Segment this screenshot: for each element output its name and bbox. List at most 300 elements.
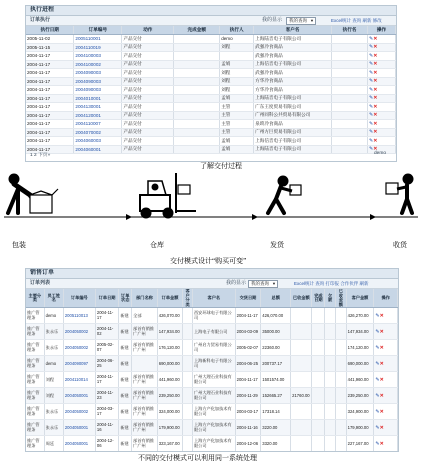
edit-icon[interactable]: ✎ [375,328,380,335]
filter-select-value: 我的查询 [289,18,307,23]
table-row[interactable] [26,60,396,69]
table-cell: 179,900.00 [157,420,183,436]
table-cell [183,340,193,356]
edit-icon[interactable]: ✎ [369,146,374,153]
delete-icon[interactable]: ✕ [379,328,384,335]
table-cell: 2004-11-17 [26,60,74,69]
sales-order-table [26,289,398,452]
delete-icon[interactable]: ✕ [373,129,378,136]
table-cell: 2005-11-15 [26,43,74,52]
table-cell [335,436,346,452]
table-row[interactable] [26,356,398,372]
filter-label: 我的显示 [262,17,283,23]
table-row[interactable] [26,69,396,78]
table-cell[interactable]: 2004060001 [74,145,122,154]
table-cell: 刘程 [220,77,254,86]
table-cell: 1501574.00 [261,372,291,388]
table-cell: 部首有销推广广州 [132,404,158,420]
table-cell: 全部 [132,308,158,324]
table-cell: 441,960.00 [346,372,374,388]
table-cell: 2004-11-02 [95,324,118,340]
table-cell [174,128,220,137]
table-cell: 新建 [119,436,132,452]
table-cell [174,145,220,154]
table-cell: demo [44,356,63,372]
table-cell: 上海新科电子有限公司 [192,356,235,372]
table-cell [132,356,158,372]
table-cell[interactable] [368,137,396,146]
table-cell [312,404,325,420]
table-cell[interactable]: 2004050001 [63,388,95,404]
table-cell[interactable]: 2004120001 [74,111,122,120]
table-cell: 推广管理条 [26,420,44,436]
column-header[interactable]: 总额 [261,289,291,308]
table-row[interactable] [26,324,398,340]
table-cell: 2004-11-17 [26,52,74,61]
table-row[interactable] [26,436,398,452]
table-row[interactable] [26,340,398,356]
stage-label-warehouse: 仓库 [150,241,164,249]
table-cell[interactable] [368,86,396,95]
column-header[interactable]: 订单状态 [119,289,132,308]
delete-icon[interactable]: ✕ [379,440,384,447]
column-header[interactable]: 部门名称 [132,289,158,308]
table-cell[interactable] [374,436,398,452]
sales-order-panel-title: 销售订单 [26,269,398,279]
table-row[interactable] [26,52,396,61]
table-cell: 新建 [119,340,132,356]
table-cell[interactable] [374,388,398,404]
table-cell [325,356,336,372]
table-cell[interactable] [368,111,396,120]
table-cell[interactable] [374,308,398,324]
column-header[interactable]: 执行日期 [26,26,74,35]
table-cell[interactable]: 2005110001 [74,35,122,44]
edit-icon[interactable]: ✎ [369,44,374,51]
table-cell: 2004-06-25 [235,356,261,372]
table-cell [332,94,368,103]
table-cell [332,103,368,112]
table-cell [291,324,312,340]
column-header[interactable]: 欠款 [325,289,336,308]
table-cell [335,404,346,420]
table-cell: 35000.00 [261,324,291,340]
table-cell: 3320.00 [261,436,291,452]
table-cell[interactable] [368,77,396,86]
delete-icon[interactable]: ✕ [373,52,378,59]
table-cell[interactable]: 2004060003 [74,137,122,146]
column-header[interactable]: 执行人 [220,26,254,35]
table-cell[interactable]: 2004100003 [74,52,122,61]
table-cell[interactable]: 2004050001 [63,436,95,452]
delete-icon[interactable]: ✕ [373,61,378,68]
footer-user: demo [374,151,386,156]
table-cell[interactable]: 2004050002 [63,324,95,340]
table-cell: 上海信音电子有限公司 [254,60,332,69]
table-cell: 广州大理石业科技有限公司 [192,388,235,404]
table-row[interactable] [26,43,396,52]
table-cell: 推广管理条 [26,308,44,324]
edit-icon[interactable]: ✎ [375,440,380,447]
table-cell[interactable]: 2004050002 [63,340,95,356]
execution-header-label: 订单执行 [30,17,51,23]
table-cell: 324,900.00 [346,404,374,420]
table-cell [335,420,346,436]
pager[interactable] [30,151,50,158]
table-cell: demo [44,308,63,324]
table-cell: 2004-11-17 [26,137,74,146]
table-cell: 刘程 [44,388,63,404]
column-header[interactable]: 动作 [122,26,174,35]
column-header[interactable]: 客户分类 [183,289,193,308]
pager-text[interactable]: 1 2 下页» [30,153,51,158]
edit-icon[interactable]: ✎ [375,424,380,431]
table-cell: 152665.27 [261,388,291,404]
table-cell: 产品交付 [122,137,174,146]
table-cell[interactable]: 2004070002 [74,128,122,137]
table-cell[interactable] [374,404,398,420]
execution-toolbar [26,16,396,26]
table-cell [291,340,312,356]
delete-icon[interactable]: ✕ [379,360,384,367]
table-row[interactable] [26,86,396,95]
table-row[interactable] [26,128,396,137]
table-cell: 2004-11-17 [26,69,74,78]
edit-icon[interactable]: ✎ [369,103,374,110]
column-header[interactable]: 订单编号 [74,26,122,35]
column-header[interactable]: 主要分类 [26,289,44,308]
table-row[interactable] [26,145,396,154]
table-cell [332,86,368,95]
table-cell [335,308,346,324]
edit-icon[interactable]: ✎ [369,78,374,85]
table-cell: 推广管理条 [26,404,44,420]
table-cell: 200737.17 [261,356,291,372]
table-cell[interactable]: 2004100002 [74,60,122,69]
table-row[interactable] [26,308,398,324]
edit-icon[interactable]: ✎ [369,129,374,136]
table-cell: 广州方巨贸易有限公司 [254,128,332,137]
execution-table [26,26,396,154]
table-cell: 2004-11-23 [95,388,118,404]
delete-icon[interactable]: ✕ [373,35,378,42]
table-row[interactable] [26,404,398,420]
table-cell [332,77,368,86]
stage-label-packing: 包装 [12,241,26,249]
table-cell: 新建 [119,404,132,420]
table-cell: 2004-11-17 [26,86,74,95]
column-header[interactable]: 完成金额 [174,26,220,35]
delete-icon[interactable]: ✕ [373,78,378,85]
table-cell: 部首有销推广广州 [132,340,158,356]
column-header[interactable]: 操作 [368,26,396,35]
table-cell: 2004-06-25 [95,356,118,372]
table-row[interactable] [26,35,396,44]
table-cell[interactable] [368,52,396,61]
table-cell[interactable] [374,372,398,388]
table-cell: 张永乐 [44,324,63,340]
table-cell[interactable] [368,69,396,78]
table-cell: 推广管理条 [26,340,44,356]
table-cell [174,111,220,120]
table-cell [174,94,220,103]
filter-select[interactable] [248,280,278,288]
table-cell: 孟娟 [220,145,254,154]
receiver-icon [386,174,413,213]
table-cell [174,120,220,129]
column-header[interactable]: 客户金额 [346,289,374,308]
filter-select[interactable] [286,17,316,25]
table-cell: 武强冷食商品 [254,52,332,61]
table-cell: 179,900.00 [346,420,374,436]
table-cell: 产品交付 [122,77,174,86]
table-cell [183,388,193,404]
table-cell[interactable] [368,43,396,52]
delete-icon[interactable]: ✕ [379,376,384,383]
table-cell [291,372,312,388]
table-cell: 武强冷食商品 [254,69,332,78]
table-cell[interactable] [368,35,396,44]
table-row[interactable] [26,137,396,146]
edit-icon[interactable]: ✎ [375,344,380,351]
arrow-icon [370,214,376,220]
table-cell: 上海方产化加技术有限公司 [192,436,235,452]
table-cell: 刘程 [44,372,63,388]
toolbar-links[interactable]: Excel统计 查询 打印报 合作伙伴 刷新 [294,281,369,286]
table-cell: 441,960.00 [157,372,183,388]
column-header[interactable]: 已收金额 [335,289,346,308]
table-cell: 426,270.00 [346,308,374,324]
table-cell[interactable]: 2004090003 [74,86,122,95]
edit-icon[interactable]: ✎ [375,392,380,399]
edit-icon[interactable]: ✎ [369,95,374,102]
delete-icon[interactable]: ✕ [379,424,384,431]
table-cell [335,372,346,388]
arrow-icon [126,214,132,220]
edit-icon[interactable]: ✎ [369,112,374,119]
table-cell: 产品交付 [122,128,174,137]
table-cell [325,388,336,404]
table-cell [183,404,193,420]
column-header[interactable]: 客户名 [192,289,235,308]
delete-icon[interactable]: ✕ [373,44,378,51]
table-row[interactable] [26,94,396,103]
edit-icon[interactable]: ✎ [375,360,380,367]
table-cell: 2004-11-17 [26,120,74,129]
table-cell[interactable]: 2004090003 [74,77,122,86]
delete-icon[interactable]: ✕ [373,112,378,119]
delete-icon[interactable]: ✕ [379,344,384,351]
table-cell[interactable]: 2005110013 [63,308,95,324]
table-cell: 2005-11-02 [26,35,74,44]
table-cell: 147,934.00 [157,324,183,340]
table-cell[interactable]: 2004010001 [74,94,122,103]
table-cell [183,372,193,388]
table-cell: 张永乐 [44,420,63,436]
table-cell [332,69,368,78]
table-cell[interactable]: 2004110014 [63,372,95,388]
column-header[interactable]: 订单日期 [95,289,118,308]
table-cell [312,324,325,340]
table-cell: 174,120.00 [346,340,374,356]
table-row[interactable] [26,77,396,86]
table-cell: 部首有销推广广州 [132,372,158,388]
delete-icon[interactable]: ✕ [379,312,384,319]
table-cell: 产品交付 [122,103,174,112]
table-cell: 2004-03-17 [235,404,261,420]
table-row[interactable] [26,388,398,404]
table-cell [174,60,220,69]
table-cell[interactable]: 2004090003 [74,69,122,78]
stage-label-shipping: 发货 [270,241,284,249]
table-cell[interactable]: 2004050001 [63,420,95,436]
table-cell: 上海陆音电子有限公司 [254,145,332,154]
table-cell [291,356,312,372]
table-cell: 147,934.00 [346,324,374,340]
table-cell: 2004-11-17 [26,128,74,137]
column-header[interactable]: 订单金额 [157,289,183,308]
table-cell[interactable]: 2004110019 [74,43,122,52]
table-cell: 广州启力贸易有限公司 [192,340,235,356]
table-cell [325,308,336,324]
table-cell: 张永乐 [44,340,63,356]
table-cell [335,388,346,404]
table-cell[interactable]: 2004090097 [63,356,95,372]
table-cell [325,436,336,452]
table-cell: 323,167.00 [157,436,183,452]
edit-icon[interactable]: ✎ [375,312,380,319]
table-cell: 2004-11-17 [95,308,118,324]
table-cell[interactable] [368,60,396,69]
table-cell: 产品交付 [122,60,174,69]
delivery-flow-diagram [0,165,422,265]
table-cell: 239,250.00 [346,388,374,404]
caption-bottom: 不同的交付模式可以利用同一系统处理 [138,454,257,462]
edit-icon[interactable]: ✎ [375,408,380,415]
table-cell [332,111,368,120]
sales-order-toolbar [26,279,398,289]
table-cell[interactable]: 2004130001 [74,103,122,112]
table-cell: 新建 [119,372,132,388]
edit-icon[interactable]: ✎ [375,376,380,383]
table-cell [332,120,368,129]
table-cell: 2004-03-09 [235,324,261,340]
table-cell [174,86,220,95]
delete-icon[interactable]: ✕ [373,120,378,127]
table-cell: 3220.00 [261,420,291,436]
edit-icon[interactable]: ✎ [369,86,374,93]
table-cell[interactable] [368,128,396,137]
table-cell[interactable] [368,94,396,103]
column-header[interactable]: 员工姓名 [44,289,63,308]
table-row[interactable] [26,120,396,129]
column-header[interactable]: 执行名 [332,26,368,35]
table-cell: 2005-02-07 [95,340,118,356]
table-cell: 主管 [220,120,254,129]
edit-icon[interactable]: ✎ [369,52,374,59]
table-cell: 推广管理条 [26,388,44,404]
edit-icon[interactable]: ✎ [369,69,374,76]
table-cell: 部首有销推广广州 [132,388,158,404]
table-cell[interactable] [368,103,396,112]
table-cell[interactable] [374,324,398,340]
table-cell: 324,000.00 [157,404,183,420]
filter-label: 我的显示 [226,280,247,286]
table-cell: 上海陆音电子有限公司 [254,94,332,103]
table-cell: 176,120.00 [157,340,183,356]
table-cell [174,69,220,78]
table-cell[interactable]: 2004110007 [74,120,122,129]
delete-icon[interactable]: ✕ [373,103,378,110]
column-header[interactable]: 操作 [374,289,398,308]
edit-icon[interactable]: ✎ [369,35,374,42]
table-cell: 泉琐冷食商品 [254,120,332,129]
toolbar-links[interactable]: Excel统计 查询 刷新 修改 [331,18,382,23]
table-cell[interactable] [368,120,396,129]
table-cell [312,372,325,388]
delete-icon[interactable]: ✕ [373,69,378,76]
sales-order-panel [25,268,399,452]
delete-icon[interactable]: ✕ [373,95,378,102]
courier-icon [268,176,301,213]
table-cell [335,324,346,340]
table-cell: 产品交付 [122,94,174,103]
table-cell: 推广管理条 [26,356,44,372]
table-cell: 690,000.00 [346,356,374,372]
table-cell[interactable] [374,356,398,372]
table-cell [332,35,368,44]
caption-top: 了解交付过程 [200,162,242,170]
table-cell [174,35,220,44]
table-cell[interactable] [374,420,398,436]
delete-icon[interactable]: ✕ [373,86,378,93]
table-cell [332,145,368,154]
delete-icon[interactable]: ✕ [373,146,378,153]
edit-icon[interactable]: ✎ [369,120,374,127]
column-header[interactable]: 已收金额 [291,289,312,308]
execution-panel-title: 执行进程 [26,6,396,16]
table-row[interactable] [26,420,398,436]
table-cell [325,404,336,420]
execution-panel [25,5,397,162]
table-row[interactable] [26,111,396,120]
table-cell [183,436,193,452]
column-header[interactable]: 订单编号 [63,289,95,308]
table-cell [325,420,336,436]
delete-icon[interactable]: ✕ [373,137,378,144]
table-cell[interactable] [374,340,398,356]
table-cell: 广东王度贸易有限公司 [254,103,332,112]
table-row[interactable] [26,103,396,112]
column-header[interactable]: 完成日期 [312,289,325,308]
table-cell: 产品交付 [122,43,174,52]
column-header[interactable]: 客户名 [254,26,332,35]
delete-icon[interactable]: ✕ [379,408,384,415]
table-cell [291,308,312,324]
table-row[interactable] [26,372,398,388]
table-cell: 周廷 [44,436,63,452]
caption-mid: 交付模式设计“购买可变” [170,257,247,265]
table-cell: 2004-11-17 [235,372,261,388]
table-cell: 21760.00 [291,388,312,404]
table-cell[interactable]: 2004050002 [63,404,95,420]
edit-icon[interactable]: ✎ [369,137,374,144]
edit-icon[interactable]: ✎ [369,61,374,68]
table-cell [312,388,325,404]
column-header[interactable]: 交货日期 [235,289,261,308]
table-cell: 张永乐 [44,404,63,420]
delete-icon[interactable]: ✕ [379,392,384,399]
